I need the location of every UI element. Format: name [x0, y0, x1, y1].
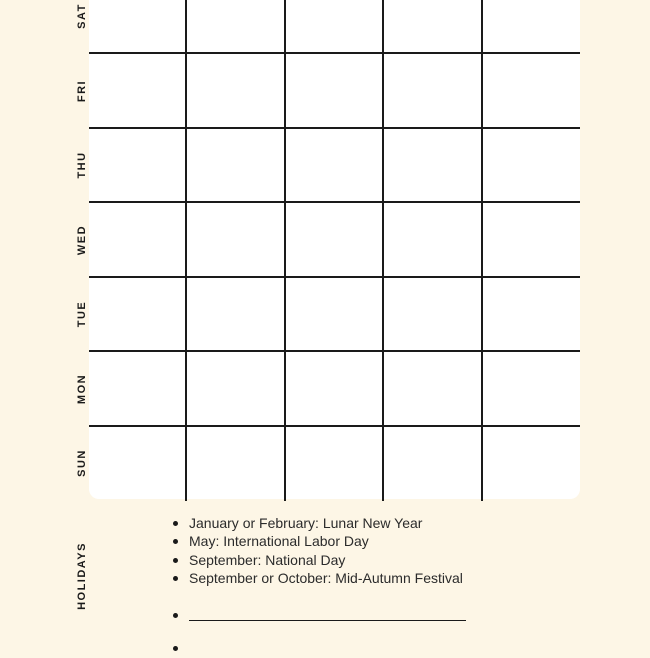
grid-row-divider: [89, 425, 580, 427]
grid-row-divider: [89, 127, 580, 129]
blank-holiday-entry[interactable]: [172, 607, 472, 625]
grid-row-divider: [89, 201, 580, 203]
holiday-item: September: National Day: [172, 551, 463, 569]
bullet-dot: [173, 613, 178, 618]
grid-row-divider: [89, 350, 580, 352]
calendar-grid-panel: [89, 0, 580, 499]
bullet-dot: [173, 646, 178, 651]
holiday-item: September or October: Mid-Autumn Festival: [172, 569, 463, 587]
grid-row-divider: [89, 52, 580, 54]
holiday-item: May: International Labor Day: [172, 532, 463, 550]
blank-underline: [189, 620, 466, 621]
holiday-item: January or February: Lunar New Year: [172, 514, 463, 532]
holiday-list: [172, 514, 463, 587]
grid-row-divider: [89, 276, 580, 278]
blank-holiday-entry[interactable]: [172, 640, 472, 658]
